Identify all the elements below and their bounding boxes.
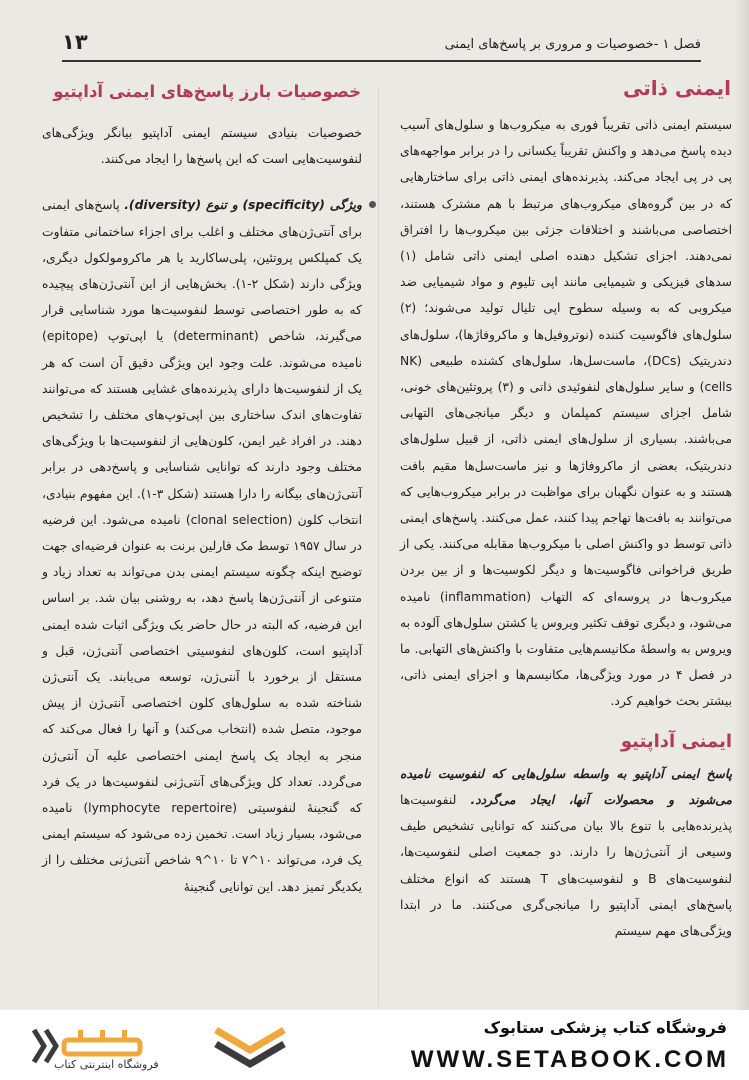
innate-immunity-heading: ایمنی ذاتی bbox=[623, 76, 731, 100]
column-gutter bbox=[378, 86, 379, 1006]
adaptive-features-heading: خصوصیات بارز پاسخ‌های ایمنی آداپتیو bbox=[53, 82, 361, 101]
watermark-footer bbox=[0, 1010, 749, 1080]
header-rule bbox=[62, 60, 701, 62]
left-column bbox=[42, 120, 362, 900]
adaptive-paragraph bbox=[400, 761, 732, 944]
adaptive-immunity-heading: ایمنی آداپتیو bbox=[620, 730, 732, 752]
right-column bbox=[400, 112, 732, 944]
adaptive-emphasis: پاسخ ایمنی آداپتیو به واسطه سلول‌هایی که لنفوسیت نامیده می‌شوند و محصولات آنها، ایجاد می‌گردد. bbox=[400, 766, 732, 808]
specificity-bullet bbox=[42, 192, 362, 899]
brand-subtitle: فروشگاه اینترنتی کتاب bbox=[54, 1058, 159, 1071]
page-number: ۱۳ bbox=[62, 30, 88, 54]
shop-name: فروشگاه کتاب پزشکی ستابوک bbox=[483, 1018, 727, 1037]
bullet-dot-icon bbox=[369, 201, 376, 208]
shop-url[interactable]: WWW.SETABOOK.COM bbox=[410, 1046, 729, 1073]
page-header bbox=[62, 30, 701, 70]
features-intro: خصوصیات بنیادی سیستم ایمنی آداپتیو بیانگر ویژگی‌های لنفوسیت‌هایی است که این پاسخ‌ها را ایجاد می‌کنند. bbox=[42, 126, 362, 167]
adaptive-text: لنفوسیت‌ها پذیرنده‌هایی با تنوع بالا بیان می‌کنند که توانایی تشخیص طیف وسیعی از آنتی‌ژن‌ها را دارند. دو جمعیت اصلی لنفوسیت‌ها، لنفوسیت‌های B و لنفوسیت‌های T هستند که انواع مختلف پاسخ‌های ایمنی آداپتیو را میانجی‌گری می‌کنند. ما در ابتدا ویژگی‌های مهم سیستم bbox=[400, 793, 732, 939]
page-edge-shadow bbox=[735, 0, 749, 1010]
chevron-logo-icon bbox=[210, 1024, 290, 1070]
innate-paragraph: سیستم ایمنی ذاتی تقریباً فوری به میکروب‌ها و سلول‌های آسیب دیده پاسخ می‌دهد و واکنش تقریباً یکسانی را در برابر مواجهه‌های پی در پی ایجاد می‌کند. پذیرنده‌های ایمنی ذاتی برای ساختارهایی که در بین گروه‌های میکروب‌های مرتبط با هم مشترک هستند، اختصاصی می‌باشند و اختلافات جزئی بین میکروب‌ها را افتراق نمی‌دهند. اجزای تشکیل دهنده اصلی ایمنی ذاتی شامل (۱) سدهای فیزیکی و شیمیایی مانند اپی تلیوم و مواد شیمیایی ضد میکروبی که به وسیله سطوح اپی تلیال تولید می‌شوند؛ (۲) سلول‌های فاگوسیت کننده (نوتروفیل‌ها و ماکروفاژها)، سلول‌های دندریتیک (DCs)، ماست‌سل‌ها، سلول‌های کشنده طبیعی (NK cells) و سایر سلول‌های لنفوئیدی ذاتی و (۳) پروتئین‌های خونی، شامل اجزای سیستم کمپلمان و دیگر میانجی‌های التهابی می‌باشند. بسیاری از سلول‌های ایمنی ذاتی، از قبیل سلول‌های دندریتیک، بعضی از ماکروفاژها و نیز ماست‌سل‌ها مقیم بافت هستند و به عنوان نگهبان برای مواظبت در برابر میکروب‌هایی که می‌توانند به بافت‌ها تهاجم پیدا کنند، عمل می‌کنند. پاسخ‌های ایمنی ذاتی توسط دو واکنش اصلی با میکروب‌ها مقابله می‌کنند. یکی از طریق فراخوانی فاگوسیت‌ها و دیگر لکوسیت‌ها و از بین بردن میکروب‌ها در پروسه‌ای که التهاب (inflammation) نامیده می‌شود، و دیگری توقف تکثیر ویروس یا کشتن سلول‌های آلوده به ویروس به واسطهٔ مکانیسم‌هایی متفاوت با واکنش‌های التهابی. ما در فصل ۴ در مورد ویژگی‌ها، مکانیسم‌ها و اجزای ایمنی ذاتی، بیشتر بحث خواهیم کرد. bbox=[400, 118, 733, 709]
specificity-emphasis: ویژگی (specificity) و تنوع (diversity). bbox=[124, 198, 362, 213]
specificity-paragraph bbox=[42, 192, 362, 899]
chapter-title: فصل ۱ -خصوصیات و مروری بر پاسخ‌های ایمنی bbox=[444, 37, 701, 52]
specificity-text: پاسخ‌های ایمنی برای آنتی‌ژن‌های مختلف و اغلب برای اجزاء ساختمانی متفاوت یک کمپلکس پروتئین، پلی‌ساکارید یا هر ماکرومولکول دیگری، ویژگی دارند (شکل ۲-۱). بخش‌هایی از این آنتی‌ژن‌های پیچیده که به طور اختصاصی توسط لنفوسیت‌ها مورد شناسایی قرار می‌گیرند، شاخص (determinant) یا اپی‌توپ (epitope) نامیده می‌شوند. علت وجود این ویژگی دقیق آن است که هر یک از لنفوسیت‌ها دارای پذیرنده‌های غشایی هستند که می‌توانند تفاوت‌های اندک ساختاری بین اپی‌توپ‌های مختلف را تشخیص دهند. در افراد غیر ایمن، کلون‌هایی از لنفوسیت‌ها با ویژگی‌های مختلف وجود دارند که توانایی شناسایی و پاسخ‌دهی در برابر آنتی‌ژن‌های بیگانه را دارا هستند (شکل ۳-۱). این مفهوم بنیادی، انتخاب کلون (clonal selection) نامیده می‌شود. این فرضیه در سال ۱۹۵۷ توسط مک فارلین برنت به عنوان فرضیه‌ای جهت توضیح اینکه چگونه سیستم ایمنی بدن می‌تواند به تعداد زیاد و متنوعی از آنتی‌ژن‌ها پاسخ دهد، به روشنی بیان شد. بر اساس این فرضیه، که البته در حال حاضر یک ویژگی اثبات شده ایمنی آداپتیو است، کلون‌های لنفوسیتی اختصاصی آنتی‌ژن، قبل و مستقل از برخورد با آنتی‌ژن، توسعه می‌یابند. یک آنتی‌ژن شناخته شده به سلول‌های کلون اختصاصی آنتی‌ژن از پیش موجود، متصل شده (انتخاب می‌کند) و آنها را فعال می‌کند که منجر به ایجاد یک پاسخ ایمنی اختصاصی علیه آن آنتی‌ژن می‌گردد. تعداد کل ویژگی‌های آنتی‌ژنی لنفوسیت‌ها در یک فرد که گنجینهٔ لنفوسیتی (lymphocyte repertoire) نامیده می‌شود، بسیار زیاد است. تخمین زده می‌شود که سیستم ایمنی یک فرد، می‌تواند ۱۰^۷ تا ۱۰^۹ شاخص آنتی‌ژنی مختلف را از یکدیگر تمیز دهد. این توانایی گنجینهٔ bbox=[42, 198, 363, 894]
